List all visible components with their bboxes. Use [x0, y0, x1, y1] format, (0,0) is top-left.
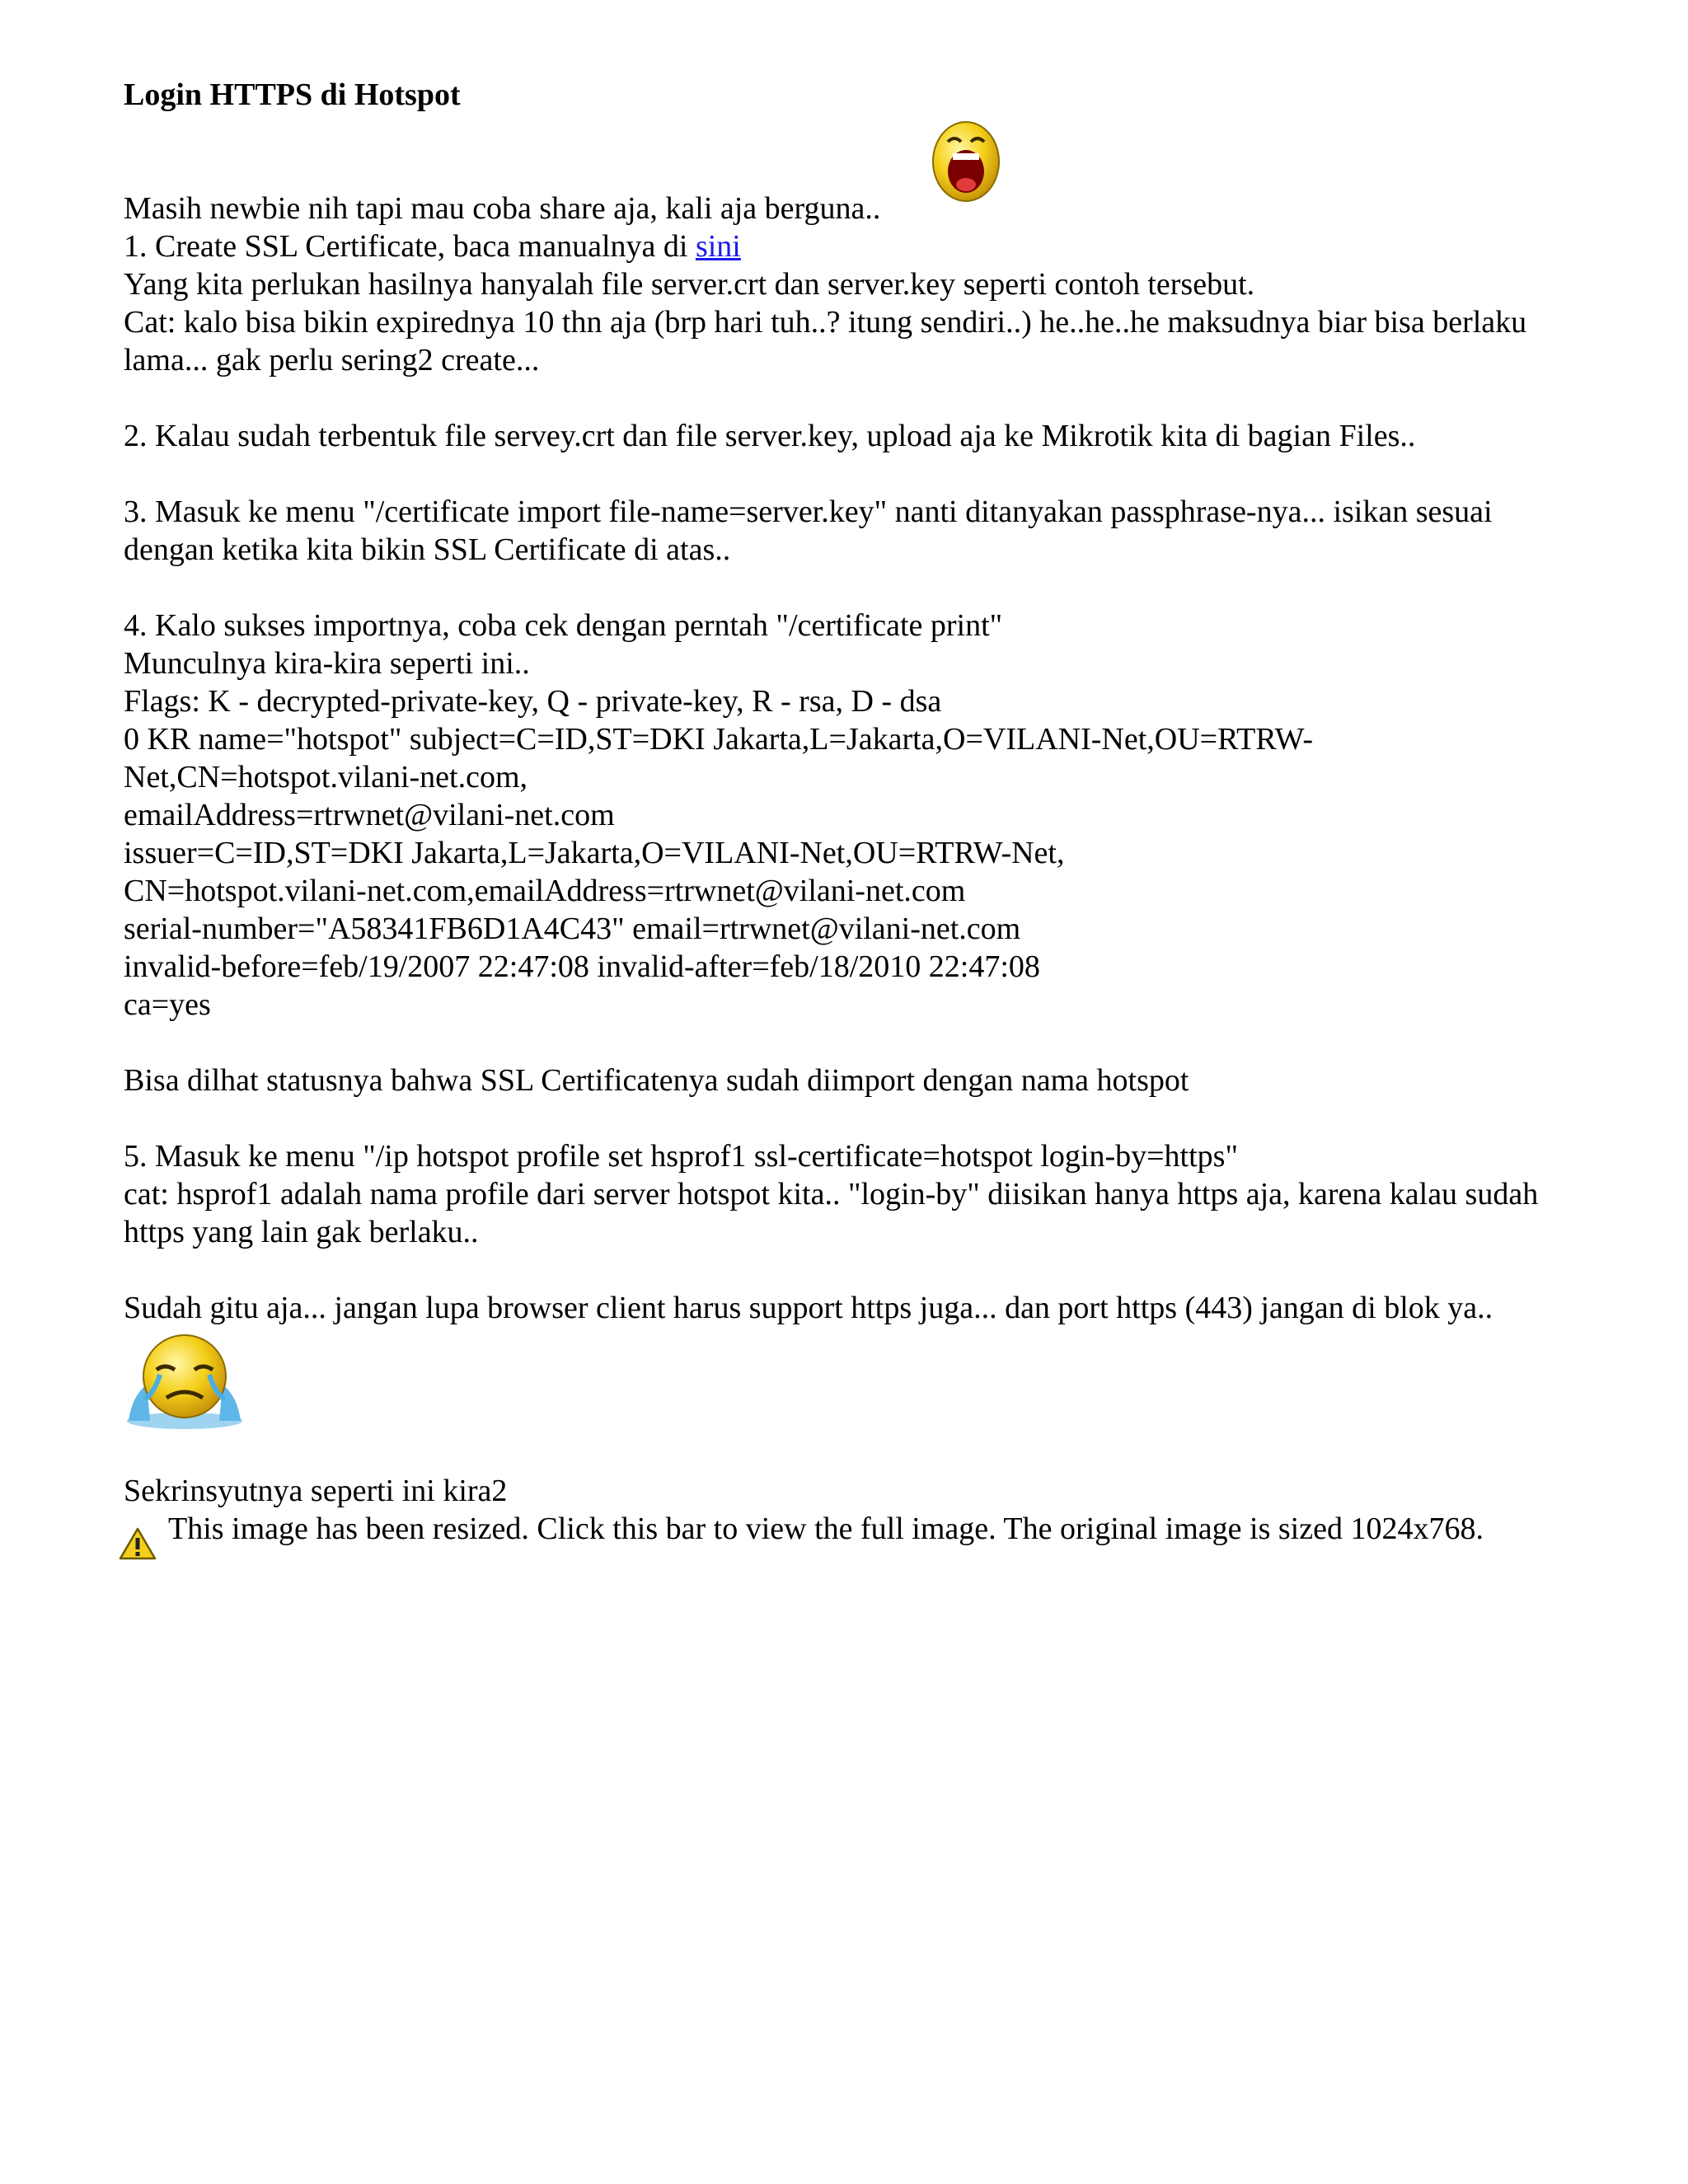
- closing-line: Sudah gitu aja... jangan lupa browser client harus support https juga... dan port https (443) jangan di blok ya..: [124, 1291, 1493, 1325]
- spacer: [124, 569, 1574, 607]
- certificate-output-line: emailAddress=rtrwnet@vilani-net.com: [124, 798, 615, 832]
- crying-smiley-icon: [124, 1329, 246, 1431]
- spacer: [124, 1251, 1574, 1289]
- spacer: [124, 379, 1574, 417]
- spacer: [124, 1099, 1574, 1137]
- step5-line2: cat: hsprof1 adalah nama profile dari server hotspot kita.. "login-by" diisikan hanya https aja, karena kalau sudah https yang lain gak berlaku..: [124, 1177, 1539, 1249]
- step1-line3: Cat: kalo bisa bikin expirednya 10 thn aja (brp hari tuh..? itung sendiri..) he..he..he maksudnya biar bisa berlaku lama... gak perlu sering2 create...: [124, 305, 1527, 377]
- screenshot-caption: Sekrinsyutnya seperti ini kira2: [124, 1474, 508, 1508]
- step1-line2: Yang kita perlukan hasilnya hanyalah file server.crt dan server.key seperti contoh tersebut.: [124, 267, 1255, 302]
- step4-line1: 4. Kalo sukses importnya, coba cek dengan perntah "/certificate print": [124, 608, 1003, 643]
- intro-line: [124, 190, 1574, 227]
- warning-icon: [119, 1526, 157, 1561]
- step2-line: 2. Kalau sudah terbentuk file servey.crt dan file server.key, upload aja ke Mikrotik kita di bagian Files..: [124, 419, 1416, 453]
- certificate-output-line: serial-number="A58341FB6D1A4C43" email=rtrwnet@vilani-net.com: [124, 912, 1021, 946]
- step4-line2: Munculnya kira-kira seperti ini..: [124, 646, 530, 681]
- intro-text: Masih newbie nih tapi mau coba share aja, kali aja berguna..: [124, 191, 881, 226]
- document-page: [124, 76, 1574, 1548]
- resize-notice-bar[interactable]: [124, 1510, 1574, 1548]
- certificate-output-line: CN=hotspot.vilani-net.com,emailAddress=rtrwnet@vilani-net.com: [124, 874, 966, 908]
- step3-line: 3. Masuk ke menu "/certificate import file-name=server.key" nanti ditanyakan passphrase-nya... isikan sesuai dengan ketika kita bikin SSL Certificate di atas..: [124, 494, 1493, 567]
- certificate-output-line: ca=yes: [124, 987, 211, 1022]
- step5-line1: 5. Masuk ke menu "/ip hotspot profile set hsprof1 ssl-certificate=hotspot login-by=https": [124, 1139, 1238, 1174]
- resize-notice-text: This image has been resized. Click this bar to view the full image. The original image is sized 1024x768.: [168, 1511, 1484, 1546]
- certificate-output-line: Flags: K - decrypted-private-key, Q - private-key, R - rsa, D - dsa: [124, 684, 942, 719]
- certificate-output-line: invalid-before=feb/19/2007 22:47:08 invalid-after=feb/18/2010 22:47:08: [124, 949, 1040, 984]
- sini-link[interactable]: sini: [695, 229, 741, 264]
- status-note-line: Bisa dilhat statusnya bahwa SSL Certificatenya sudah diimport dengan nama hotspot: [124, 1063, 1189, 1098]
- certificate-output-line: issuer=C=ID,ST=DKI Jakarta,L=Jakarta,O=VILANI-Net,OU=RTRW-Net,: [124, 836, 1065, 870]
- laughing-smiley-icon: [930, 114, 1002, 206]
- step1-prefix: 1. Create SSL Certificate, baca manualnya di: [124, 229, 696, 264]
- spacer: [124, 1024, 1574, 1062]
- page-title: Login HTTPS di Hotspot: [124, 77, 461, 112]
- step1-line1: [124, 227, 1574, 265]
- certificate-output-line: 0 KR name="hotspot" subject=C=ID,ST=DKI Jakarta,L=Jakarta,O=VILANI-Net,OU=RTRW-Net,CN=hotspot.vilani-net.com,: [124, 722, 1314, 794]
- spacer: [124, 455, 1574, 493]
- spacer: [124, 1434, 1574, 1472]
